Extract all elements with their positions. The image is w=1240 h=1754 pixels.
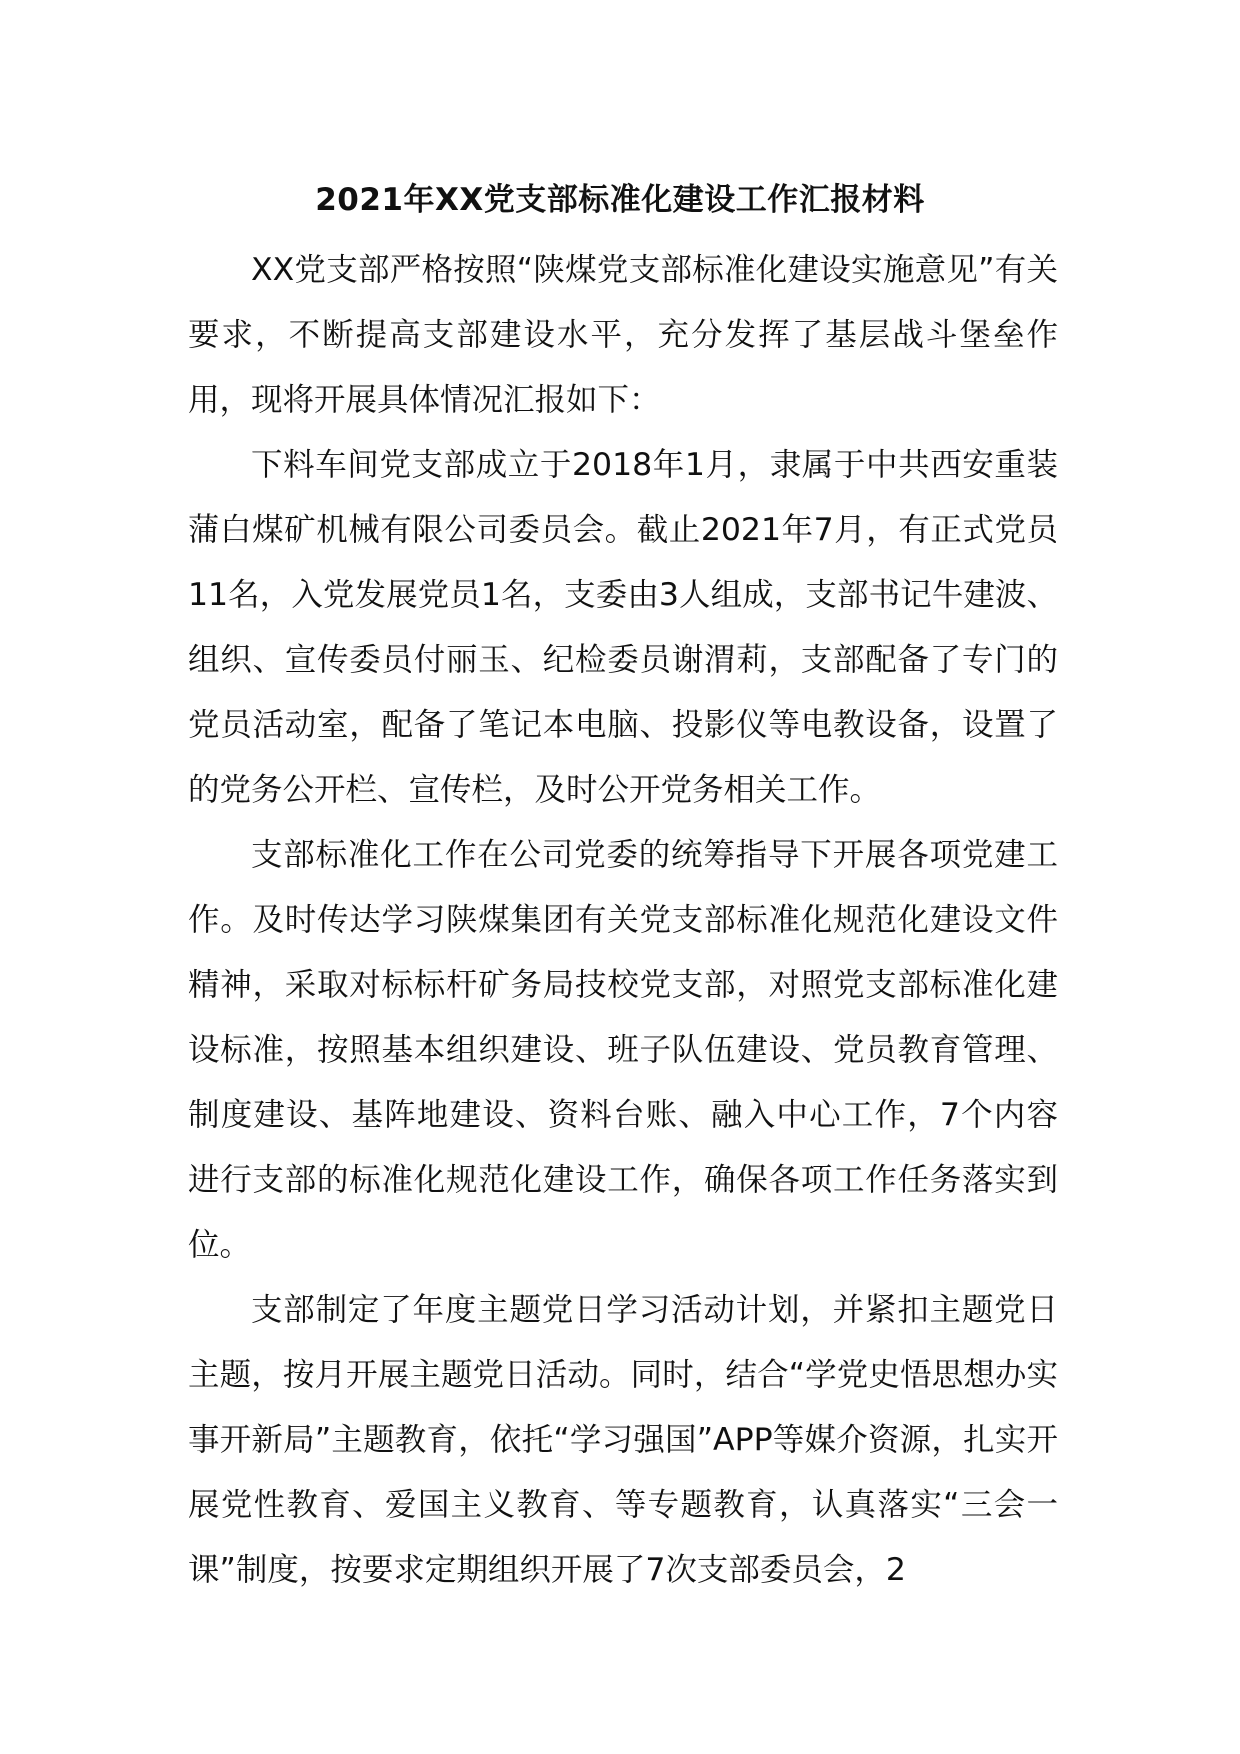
paragraph-standardization-work: 支部标准化工作在公司党委的统筹指导下开展各项党建工作。及时传达学习陕煤集团有关党支部标准化规范化建设文件精神，采取对标标杆矿务局技校党支部，对照党支部标准化建设标准，按照基本组织建设、班子队伍建设、党员教育管理、制度建设、基阵地建设、资料台账、融入中心工作，7个内容进行支部的标准化规范化建设工作，确保各项工作任务落实到位。 <box>188 837 1058 1263</box>
paragraph-theme-activities: 支部制定了年度主题党日学习活动计划，并紧扣主题党日主题，按月开展主题党日活动。同时，结合“学党史悟思想办实事开新局”主题教育，依托“学习强国”APP等媒介资源，扎实开展党性教育、爱国主义教育、等专题教育，认真落实“三会一课”制度，按要求定期组织开展了7次支部委员会，2 <box>188 1292 1058 1588</box>
paragraph-branch-overview: 下料车间党支部成立于2018年1月，隶属于中共西安重装蒲白煤矿机械有限公司委员会。截止2021年7月，有正式党员11名，入党发展党员1名，支委由3人组成，支部书记牛建波、组织、宣传委员付丽玉、纪检委员谢渭莉，支部配备了专门的党员活动室，配备了笔记本电脑、投影仪等电教设备，设置了的党务公开栏、宣传栏，及时公开党务相关工作。 <box>188 447 1058 808</box>
paragraph-intro: XX党支部严格按照“陕煤党支部标准化建设实施意见”有关要求，不断提高支部建设水平，充分发挥了基层战斗堡垒作用，现将开展具体情况汇报如下： <box>188 252 1058 418</box>
document-title: 2021年XX党支部标准化建设工作汇报材料 <box>315 182 925 218</box>
document-body <box>188 238 1058 1603</box>
